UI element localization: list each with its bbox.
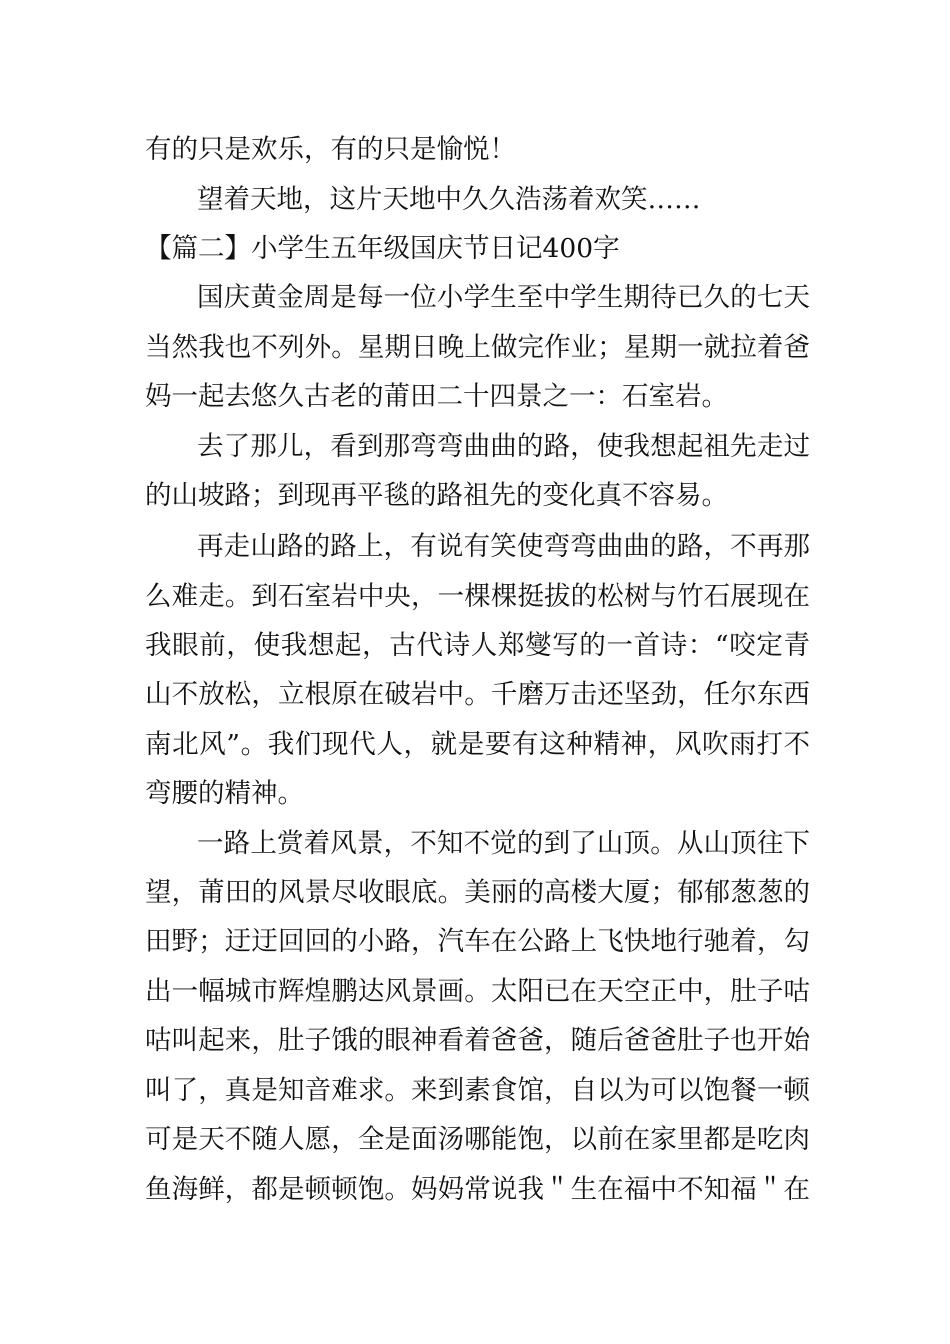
text-line: 弯腰的精神。 bbox=[145, 778, 304, 809]
text-line: 山不放松，立根原在破岩中。千磨万击还坚劲，任尔东西 bbox=[145, 679, 810, 710]
text-line: 望，莆田的风景尽收眼底。美丽的高楼大厦；郁郁葱葱的 bbox=[145, 877, 810, 908]
text-line: 的山坡路；到现再平毯的路祖先的变化真不容易。 bbox=[145, 480, 728, 511]
text-line: 再走山路的路上，有说有笑使弯弯曲曲的路，不再那 bbox=[197, 531, 810, 562]
text-line: 妈一起去悠久古老的莆田二十四景之一：石室岩。 bbox=[145, 381, 728, 412]
text-line: 叫了，真是知音难求。来到素食馆，自以为可以饱餐一顿 bbox=[145, 1075, 810, 1106]
text-line: 有的只是欢乐，有的只是愉悦！ bbox=[145, 134, 516, 165]
text-line: 国庆黄金周是每一位小学生至中学生期待已久的七天 bbox=[197, 282, 810, 313]
text-line: 望着天地，这片天地中久久浩荡着欢笑…… bbox=[197, 184, 701, 215]
text-line: 鱼海鲜，都是顿顿饱。妈妈常说我＂生在福中不知福＂在 bbox=[145, 1174, 810, 1205]
text-line: 么难走。到石室岩中央，一棵棵挺拔的松树与竹石展现在 bbox=[145, 581, 810, 612]
text-line: 可是天不随人愿，全是面汤哪能饱，以前在家里都是吃肉 bbox=[145, 1124, 810, 1155]
text-line: 我眼前，使我想起，古代诗人郑燮写的一首诗：“咬定青 bbox=[145, 630, 810, 661]
text-line: 去了那儿，看到那弯弯曲曲的路，使我想起祖先走过 bbox=[197, 431, 810, 462]
text-line: 出一幅城市辉煌鹏达风景画。太阳已在天空正中，肚子咕 bbox=[145, 976, 810, 1007]
text-line: 南北风”。我们现代人，就是要有这种精神，风吹雨打不 bbox=[145, 729, 810, 760]
text-line: 咕叫起来，肚子饿的眼神看着爸爸，随后爸爸肚子也开始 bbox=[145, 1025, 810, 1056]
text-line: 当然我也不列外。星期日晚上做完作业；星期一就拉着爸 bbox=[145, 332, 810, 363]
text-line: 一路上赏着风景，不知不觉的到了山顶。从山顶往下 bbox=[197, 828, 810, 859]
section-heading: 【篇二】小学生五年级国庆节日记400字 bbox=[145, 233, 620, 264]
text-line: 田野；迂迂回回的小路，汽车在公路上飞快地行驰着，勾 bbox=[145, 926, 810, 957]
